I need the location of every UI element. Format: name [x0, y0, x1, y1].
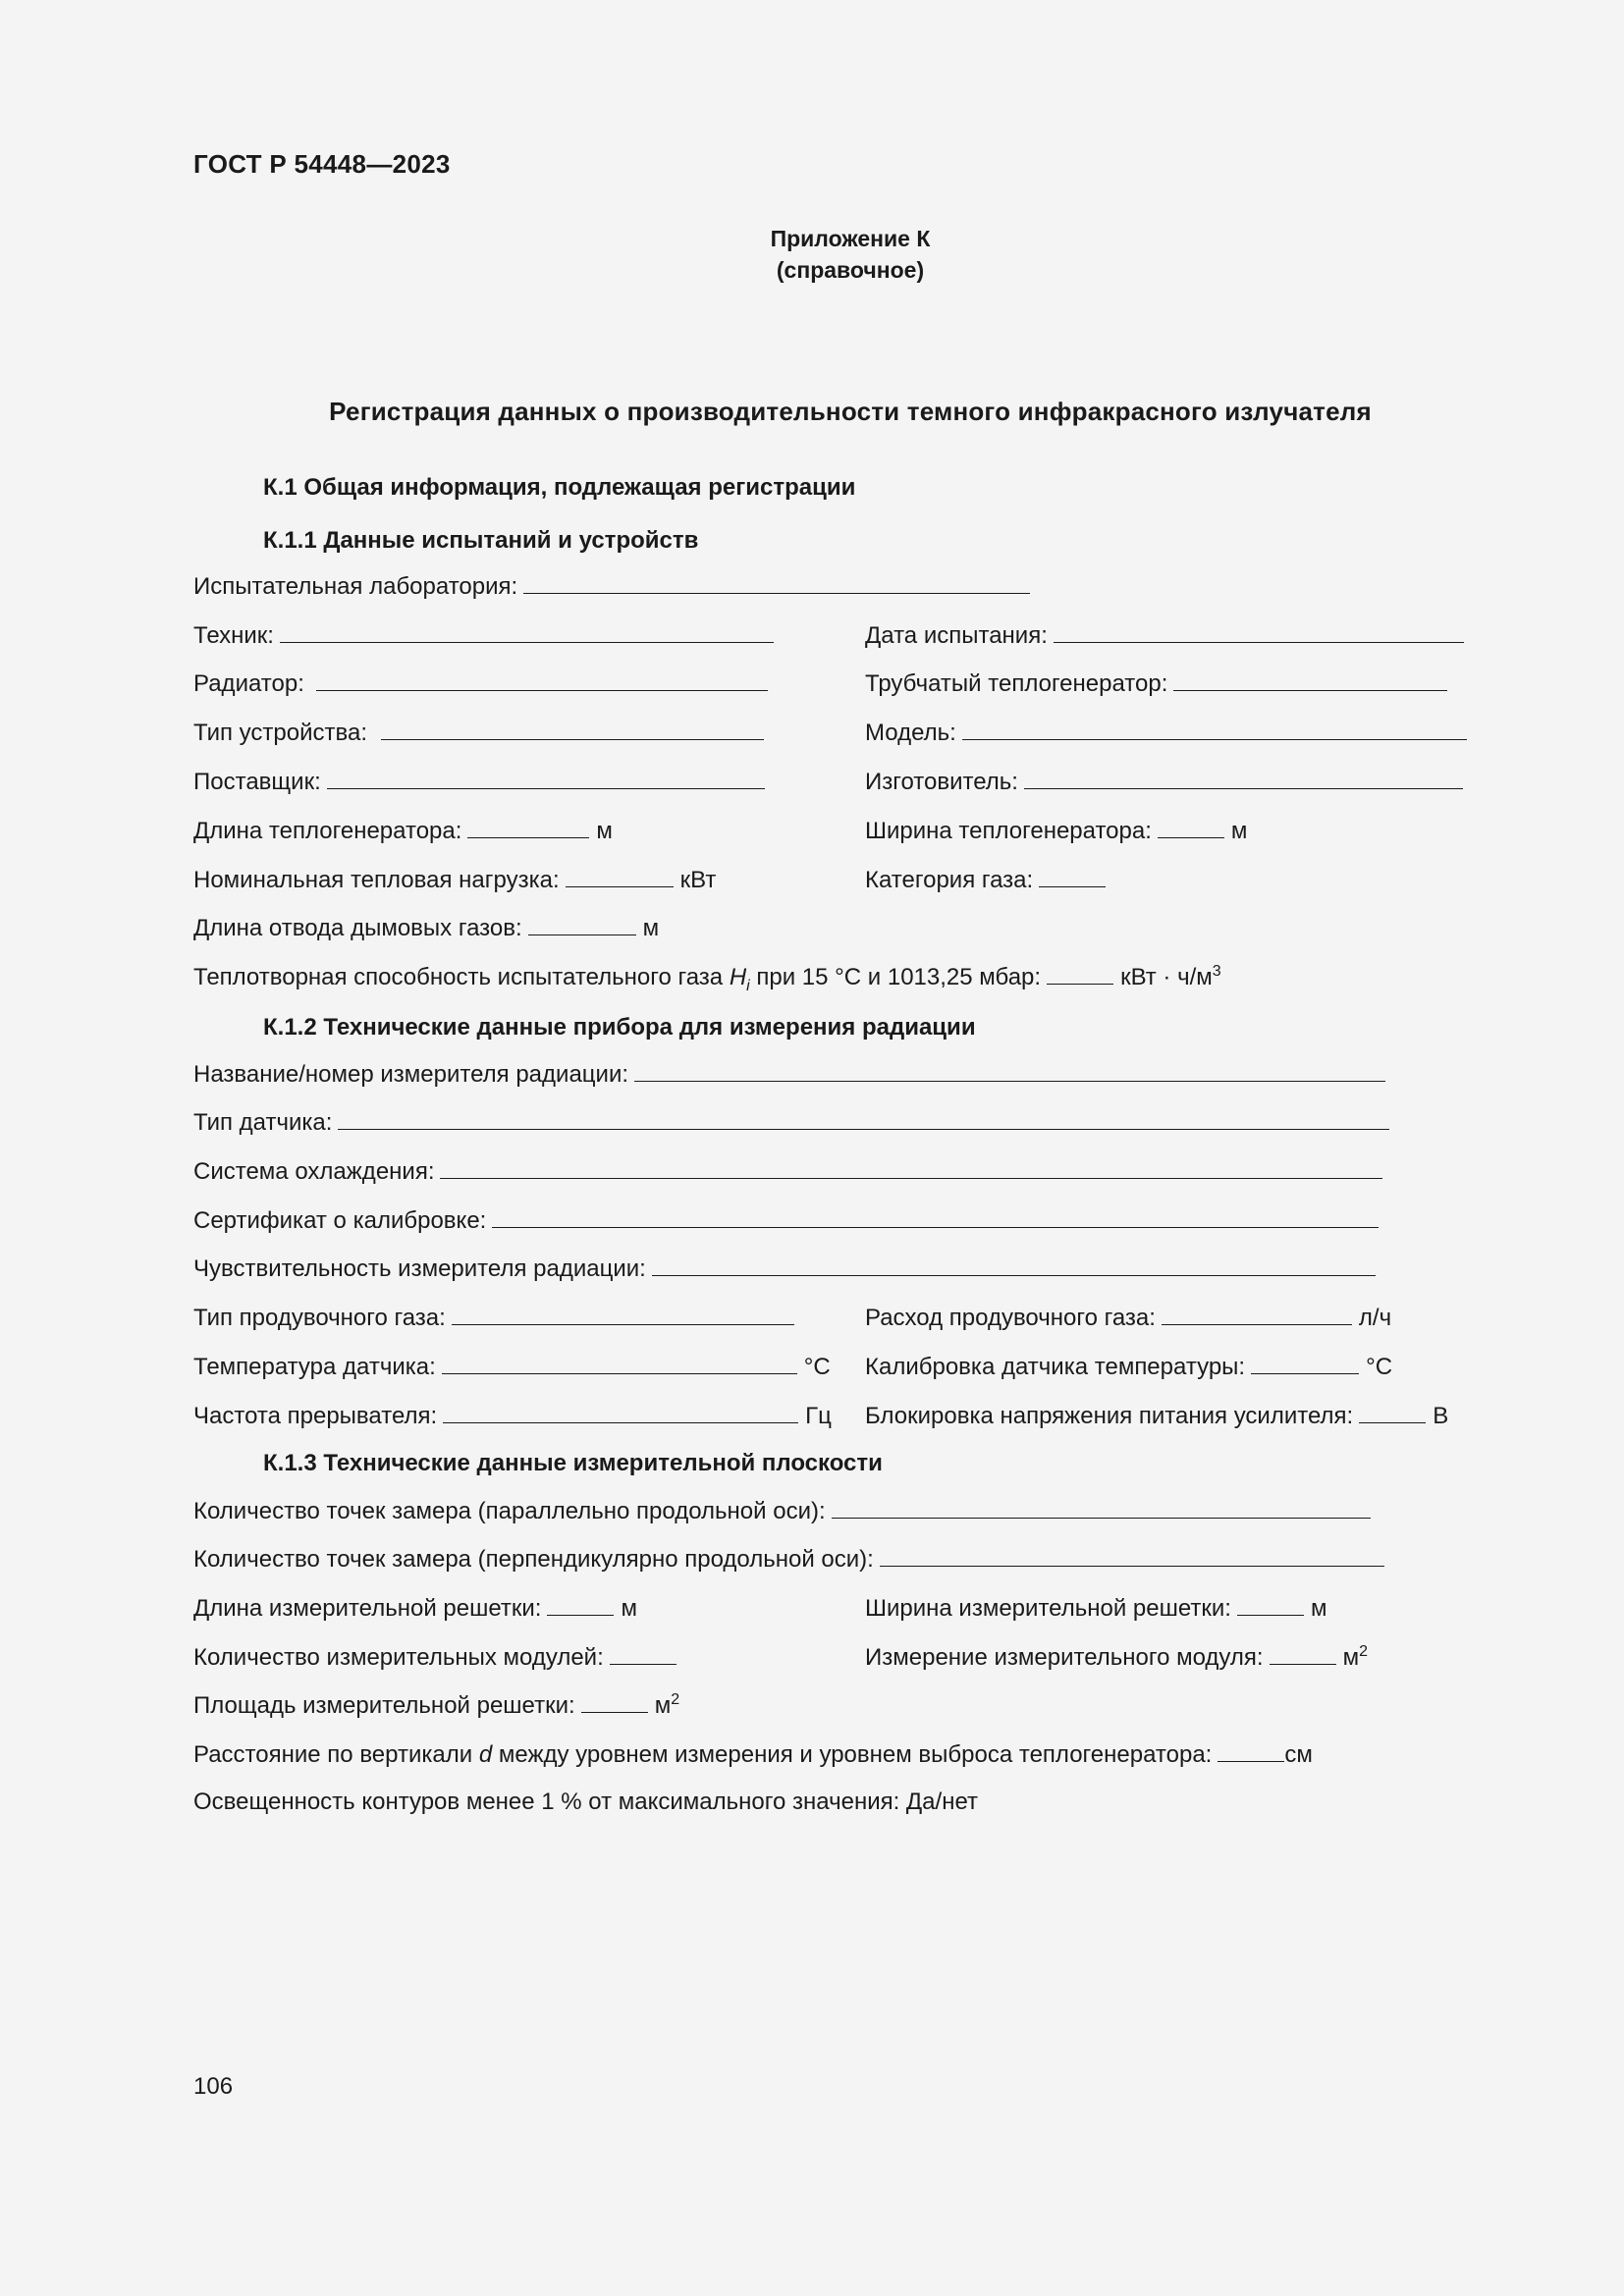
points-perpendicular-blank[interactable]	[880, 1544, 1384, 1567]
field-gas-category: Категория газа:	[865, 865, 1106, 895]
field-purge-gas: Тип продувочного газа:	[193, 1303, 794, 1333]
field-lab: Испытательная лаборатория:	[193, 571, 1030, 602]
test-date-blank[interactable]	[1054, 620, 1464, 643]
sensitivity-blank[interactable]	[652, 1254, 1376, 1276]
gen-length-blank[interactable]	[467, 816, 589, 838]
section-k1: К.1 Общая информация, подлежащая регистрации	[263, 474, 856, 501]
calorific-value-blank[interactable]	[1047, 962, 1113, 985]
field-grid-width: Ширина измерительной решетки: м	[865, 1595, 1327, 1622]
field-chopper-freq: Частота прерывателя: Гц	[193, 1403, 832, 1429]
field-radiator: Радиатор:	[193, 668, 768, 699]
field-grid-area: Площадь измерительной решетки: $м^2$	[193, 1691, 680, 1719]
flue-length-blank[interactable]	[528, 913, 636, 935]
gas-category-blank[interactable]	[1039, 865, 1106, 887]
module-count-blank[interactable]	[610, 1642, 677, 1665]
page-title: Регистрация данных о производительности темного инфракрасного излучателя	[329, 397, 1372, 426]
lab-blank[interactable]	[523, 571, 1030, 594]
field-tube-generator: Трубчатый теплогенератор:	[865, 668, 1447, 699]
field-model: Модель:	[865, 718, 1467, 748]
calibration-cert-blank[interactable]	[492, 1205, 1379, 1228]
field-vertical-distance: Расстояние по вертикали d между уровнем измерения и уровнем выброса теплогенератора: см	[193, 1741, 1313, 1768]
field-test-date: Дата испытания:	[865, 620, 1464, 651]
meter-name-blank[interactable]	[634, 1059, 1385, 1082]
field-module-measure: Измерение измерительного модуля: $м^2$	[865, 1643, 1368, 1671]
amp-lock-blank[interactable]	[1359, 1401, 1426, 1423]
appendix-type: (справочное)	[776, 257, 925, 283]
field-supplier: Поставщик:	[193, 767, 765, 797]
sensor-type-blank[interactable]	[338, 1107, 1389, 1130]
gen-width-blank[interactable]	[1158, 816, 1224, 838]
section-k12: К.1.2 Технические данные прибора для измерения радиации	[263, 1014, 976, 1041]
field-gen-width: Ширина теплогенератора: м	[865, 818, 1248, 844]
section-k13: К.1.3 Технические данные измерительной плоскости	[263, 1450, 883, 1476]
page-number: 106	[193, 2073, 234, 2100]
purge-flow-blank[interactable]	[1162, 1303, 1352, 1325]
field-technician: Техник:	[193, 620, 774, 651]
tube-generator-blank[interactable]	[1173, 668, 1447, 691]
sensor-temp-blank[interactable]	[442, 1352, 797, 1374]
field-contour-illumination: Освещенность контуров менее 1 % от максимального значения: Да/нет	[193, 1789, 978, 1815]
field-sensor-temp: Температура датчика: °С	[193, 1354, 831, 1380]
field-manufacturer: Изготовитель:	[865, 767, 1463, 797]
field-grid-length: Длина измерительной решетки: м	[193, 1595, 637, 1622]
field-flue-length: Длина отвода дымовых газов: м	[193, 915, 660, 941]
grid-area-blank[interactable]	[581, 1690, 648, 1713]
field-amp-lock: Блокировка напряжения питания усилителя: В	[865, 1403, 1449, 1429]
manufacturer-blank[interactable]	[1024, 767, 1463, 789]
field-device-type: Тип устройства:	[193, 718, 764, 748]
radiator-blank[interactable]	[316, 668, 768, 691]
points-parallel-blank[interactable]	[832, 1496, 1371, 1519]
field-module-count: Количество измерительных модулей:	[193, 1642, 677, 1673]
field-meter-name: Название/номер измерителя радиации:	[193, 1059, 1385, 1090]
field-calibration-cert: Сертификат о калибровке:	[193, 1205, 1379, 1236]
field-purge-flow: Расход продувочного газа: л/ч	[865, 1305, 1392, 1331]
field-points-perpendicular: Количество точек замера (перпендикулярно продольной оси):	[193, 1544, 1384, 1575]
field-temp-calibration: Калибровка датчика температуры: °С	[865, 1354, 1393, 1380]
vertical-distance-blank[interactable]	[1218, 1739, 1284, 1762]
field-sensitivity: Чувствительность измерителя радиации:	[193, 1254, 1376, 1284]
device-type-blank[interactable]	[381, 718, 764, 740]
section-k11: К.1.1 Данные испытаний и устройств	[263, 527, 699, 554]
field-cooling-system: Система охлаждения:	[193, 1156, 1382, 1187]
chopper-freq-blank[interactable]	[443, 1401, 798, 1423]
standard-header: ГОСТ Р 54448—2023	[193, 149, 451, 179]
temp-calibration-blank[interactable]	[1251, 1352, 1359, 1374]
grid-length-blank[interactable]	[547, 1593, 614, 1616]
field-gen-length: Длина теплогенератора: м	[193, 818, 613, 844]
grid-width-blank[interactable]	[1237, 1593, 1304, 1616]
module-measure-blank[interactable]	[1270, 1642, 1336, 1665]
cooling-system-blank[interactable]	[440, 1156, 1382, 1179]
field-nominal-load: Номинальная тепловая нагрузка: кВт	[193, 867, 717, 893]
appendix-label: Приложение К	[770, 226, 931, 251]
field-calorific-value: Теплотворная способность испытательного газа $H_i$ при 15 °С и 1013,25 мбар: кВт · $ч/м^3$	[193, 963, 1221, 994]
model-blank[interactable]	[962, 718, 1467, 740]
field-sensor-type: Тип датчика:	[193, 1107, 1389, 1138]
field-points-parallel: Количество точек замера (параллельно продольной оси):	[193, 1496, 1371, 1526]
purge-gas-blank[interactable]	[452, 1303, 794, 1325]
technician-blank[interactable]	[280, 620, 774, 643]
supplier-blank[interactable]	[327, 767, 765, 789]
nominal-load-blank[interactable]	[566, 865, 674, 887]
